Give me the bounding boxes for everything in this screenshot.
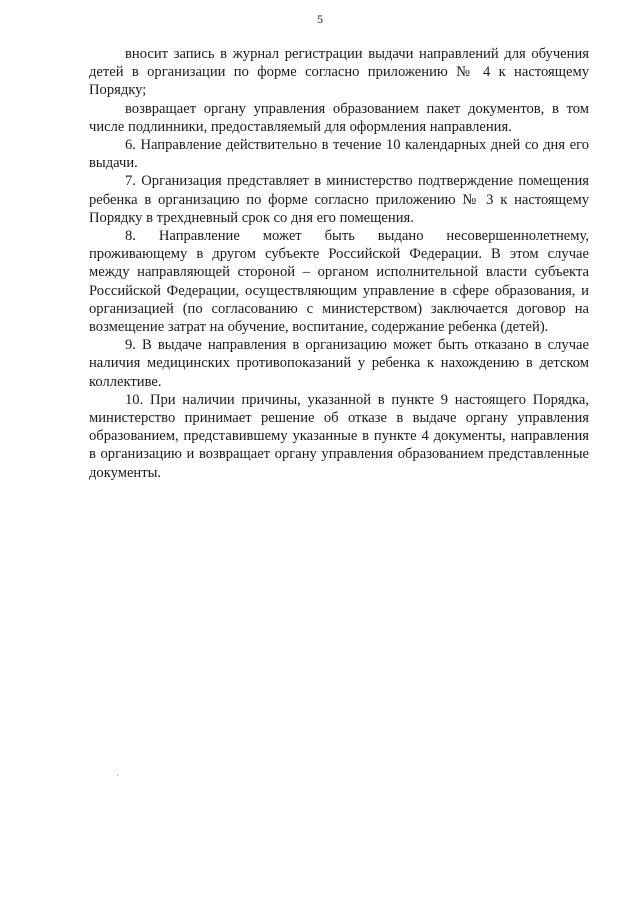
document-body: [89, 45, 589, 482]
paragraph-item-10: 10. При наличии причины, указанной в пункте 9 настоящего Порядка, министерство принимает решение об отказе в выдаче органу управления образованием, представившему указанные в пункте 4 документы, направления в организацию и возвращает органу управления образованием представленные документы.: [89, 391, 589, 481]
page-number: 5: [317, 12, 323, 26]
paragraph-item-7: 7. Организация представляет в министерство подтверждение помещения ребенка в организацию по форме согласно приложению № 3 к настоящему Порядку в трехдневный срок со дня его помещения.: [89, 173, 589, 226]
paragraph-item-9: 9. В выдаче направления в организацию может быть отказано в случае наличия медицинских противопоказаний у ребенка к нахождению в детском коллективе.: [89, 337, 589, 390]
paragraph-item-8: 8. Направление может быть выдано несовершеннолетнему, проживающему в другом субъекте Российской Федерации. В этом случае между направляющей стороной – органом исполнительной власти субъекта Российской Федерации, осуществляющим управление в сфере образования, и организацией (по согласованию с министерством) заключается договор на возмещение затрат на обучение, воспитание, содержание ребенка (детей).: [89, 228, 589, 336]
paragraph-register-entry: вносит запись в журнал регистрации выдачи направлений для обучения детей в организации по форме согласно приложению № 4 к настоящему Порядку;: [89, 46, 589, 99]
paragraph-return-documents: возвращает органу управления образованием пакет документов, в том числе подлинники, предоставляемый для оформления направления.: [89, 100, 589, 135]
paragraph-item-6: 6. Направление действительно в течение 10 календарных дней со дня его выдачи.: [89, 137, 589, 172]
scan-speck: [117, 775, 118, 776]
